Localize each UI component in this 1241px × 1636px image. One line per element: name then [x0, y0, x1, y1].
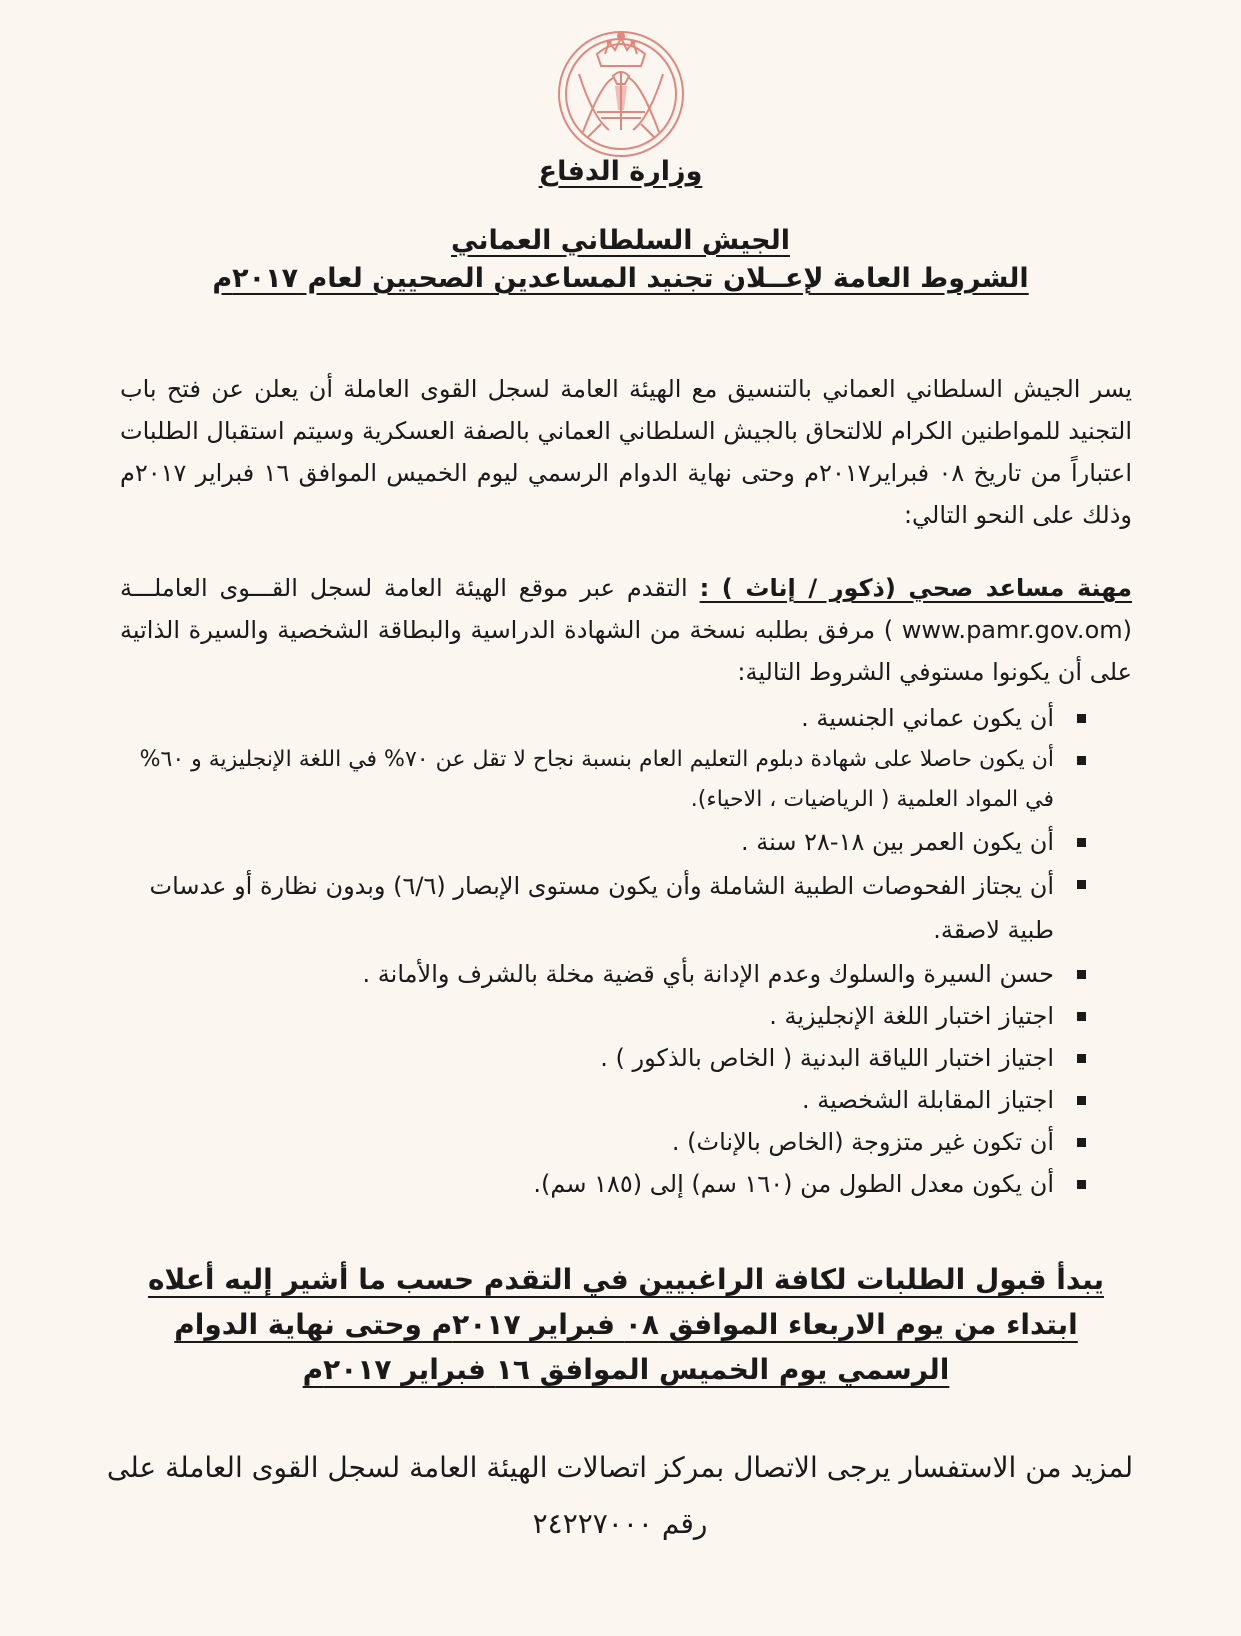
title-line-1: الجيش السلطاني العماني	[451, 225, 790, 256]
requirements-text-2: ) مرفق بطلبه نسخة من الشهادة الدراسية والبطاقة الشخصية والسيرة الذاتية على أن يكونوا مستوفي الشروط التالية:	[120, 616, 1132, 686]
condition-item: حسن السيرة والسلوك وعدم الإدانة بأي قضية مخلة بالشرف والأمانة .	[120, 954, 1132, 994]
document-title	[0, 222, 1241, 298]
condition-item: اجتياز اختبار اللياقة البدنية ( الخاص بالذكور ) .	[120, 1038, 1132, 1078]
condition-item: أن يكون العمر بين ١٨-٢٨ سنة .	[120, 822, 1132, 862]
condition-item: أن يكون عماني الجنسية .	[120, 698, 1132, 738]
bullet-square-icon	[1077, 880, 1086, 889]
condition-item: أن يكون معدل الطول من (١٦٠ سم) إلى (١٨٥ سم).	[120, 1164, 1132, 1204]
profession-label: مهنة مساعد صحي (ذكور / إناث ) :	[699, 574, 1132, 602]
ministry-heading: وزارة الدفاع	[538, 156, 703, 187]
condition-item: أن يكون حاصلا على شهادة دبلوم التعليم العام بنسبة نجاح لا تقل عن ٧٠% في اللغة الإنجليزية و ٦٠% في المواد العلمية ( الرياضيات ، الاحياء).	[120, 740, 1132, 820]
condition-item: اجتياز اختبار اللغة الإنجليزية .	[120, 996, 1132, 1036]
bullet-square-icon	[1077, 1012, 1086, 1021]
bullet-square-icon	[1077, 1096, 1086, 1105]
bullet-square-icon	[1077, 1180, 1086, 1189]
bullet-square-icon	[1077, 1054, 1086, 1063]
bullet-square-icon	[1077, 756, 1086, 765]
intro-paragraph: يسر الجيش السلطاني العماني بالتنسيق مع الهيئة العامة لسجل القوى العاملة أن يعلن عن فتح باب التجنيد للمواطنين الكرام للالتحاق بالجيش السلطاني العماني بالصفة العسكرية وسيتم استقبال الطلبات اعتباراً من تاريخ ٠٨ فبراير٢٠١٧م وحتى نهاية الدوام الرسمي ليوم الخميس الموافق ١٦ فبراير ٢٠١٧م وذلك على النحو التالي:	[120, 375, 1133, 529]
omani-army-emblem	[553, 14, 689, 160]
announcement: يبدأ قبول الطلبات لكافة الراغبيين في التقدم حسب ما أشير إليه أعلاه ابتداء من يوم الاربعاء الموافق ٠٨ فبراير ٢٠١٧م وحتى نهاية الدوام الرسمي يوم الخميس الموافق ١٦ فبراير ٢٠١٧م	[147, 1263, 1105, 1386]
title-line-2: الشروط العامة لإعــلان تجنيد المساعدين الصحيين لعام ٢٠١٧م	[212, 263, 1029, 294]
requirements-paragraph	[120, 567, 1132, 693]
condition-item: اجتياز المقابلة الشخصية .	[120, 1080, 1132, 1120]
bullet-square-icon	[1077, 970, 1086, 979]
website-link[interactable]: www.pamr.gov.om	[901, 616, 1123, 644]
requirements-text-1: التقدم عبر موقع الهيئة العامة لسجل القـــوى العاملـــة (	[120, 574, 1132, 644]
bullet-square-icon	[1077, 714, 1086, 723]
contact-info: لمزيد من الاستفسار يرجى الاتصال بمركز اتصالات الهيئة العامة لسجل القوى العاملة على رقم ٢٤٢٢٧٠٠٠	[106, 1451, 1134, 1540]
condition-item: أن يجتاز الفحوصات الطبية الشاملة وأن يكون مستوى الإبصار (٦/٦) وبدون نظارة أو عدسات طبية لاصقة.	[120, 864, 1132, 952]
bullet-square-icon	[1077, 1138, 1086, 1147]
condition-item: أن تكون غير متزوجة (الخاص بالإناث) .	[120, 1122, 1132, 1162]
bullet-square-icon	[1077, 838, 1086, 847]
conditions-list	[120, 698, 1132, 1206]
